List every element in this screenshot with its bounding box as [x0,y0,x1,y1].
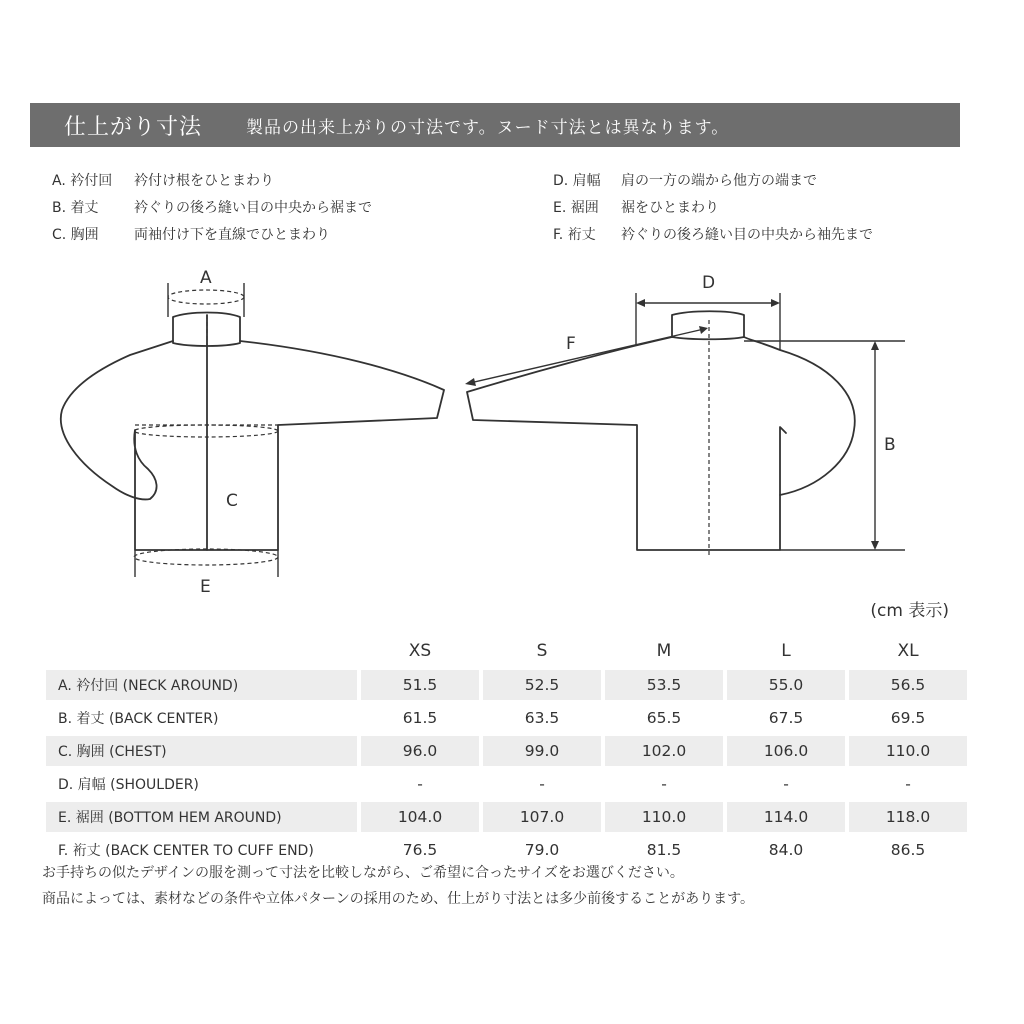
definition-text: 衿ぐりの後ろ縫い目の中央から裾まで [134,200,372,216]
table-row [46,802,967,832]
label-e: E [200,577,211,597]
back-view [467,311,855,550]
section-header [30,103,960,147]
row-label: D. 肩幅 (SHOULDER) [58,777,199,793]
size-header-s: S [536,641,548,661]
definition-text: 衿ぐりの後ろ縫い目の中央から袖先まで [621,227,873,243]
section-title: 仕上がり寸法 [64,114,203,140]
definition-key: C. 胸囲 [52,227,99,243]
sleeve-arrow-end [465,378,476,386]
table-cell: 51.5 [361,670,479,700]
unit-note: (cm 表示) [870,601,949,621]
label-a: A [200,268,212,288]
back-sleeve-seam [780,427,786,495]
size-table [42,632,971,868]
definition-f [553,222,873,249]
sleeve-arrow-start [699,326,708,334]
definition-key: B. 着丈 [52,200,99,216]
table-cell: 63.5 [524,709,560,727]
definition-a [52,168,372,195]
size-header-row [46,635,967,667]
size-header-xl: XL [897,641,919,661]
front-view [61,313,444,551]
definition-key: E. 裾囲 [553,200,599,216]
shoulder-arrow-right [771,299,780,307]
label-b: B [884,435,896,455]
table-cell: - [905,775,911,793]
table-cell: - [661,775,667,793]
table-cell: 110.0 [605,802,723,832]
table-cell: 106.0 [727,736,845,766]
table-cell: - [783,775,789,793]
table-cell: 118.0 [849,802,967,832]
size-header-blank [46,635,357,667]
table-cell: 99.0 [483,736,601,766]
section-subtitle: 製品の出来上がりの寸法です。ヌード寸法とは異なります。 [246,117,730,138]
row-label: A. 衿付回 (NECK AROUND) [46,670,357,700]
table-cell: - [417,775,423,793]
table-cell: 79.0 [524,841,560,859]
hem-measure [134,549,278,565]
table-cell: 114.0 [727,802,845,832]
footnote-2: 商品によっては、素材などの条件や立体パターンの採用のため、仕上がり寸法とは多少前後することがあります。 [42,891,755,907]
definition-key: D. 肩幅 [553,173,601,189]
definitions-left [52,168,372,249]
table-cell: 102.0 [605,736,723,766]
footnotes [42,860,754,912]
label-f: F [566,334,576,354]
chest-measure [134,425,278,437]
table-cell: 55.0 [727,670,845,700]
back-collar [672,311,744,337]
length-arrow-bottom [871,541,879,550]
table-cell: 104.0 [361,802,479,832]
table-cell: 61.5 [402,709,438,727]
table-cell: 65.5 [646,709,682,727]
table-cell: 56.5 [849,670,967,700]
table-cell: 53.5 [605,670,723,700]
table-cell: 52.5 [483,670,601,700]
table-row [46,769,967,799]
table-cell: 96.0 [361,736,479,766]
definition-key: F. 裄丈 [553,227,596,243]
table-cell: 107.0 [483,802,601,832]
table-cell: 76.5 [402,841,438,859]
definition-text: 衿付け根をひとまわり [134,173,274,189]
row-label: E. 裾囲 (BOTTOM HEM AROUND) [46,802,357,832]
shoulder-arrow-left [636,299,645,307]
size-header-m: M [656,641,672,661]
label-d: D [702,273,716,293]
definition-text: 肩の一方の端から他方の端まで [621,173,817,189]
back-body-outline [467,337,855,550]
definitions-right [553,168,873,249]
table-row [46,670,967,700]
table-row [46,736,967,766]
table-cell: 69.5 [890,709,926,727]
table-cell: 81.5 [646,841,682,859]
table-cell: 110.0 [849,736,967,766]
neck-around-measure [168,290,244,304]
label-c: C [226,491,238,511]
table-cell: 67.5 [768,709,804,727]
definition-text: 裾をひとまわり [621,200,719,216]
front-body-outline [61,341,444,550]
row-label: C. 胸囲 (CHEST) [46,736,357,766]
length-arrow-top [871,341,879,350]
definition-c [52,222,372,249]
garment-diagram [0,255,1024,600]
table-cell: 84.0 [768,841,804,859]
table-row [46,703,967,733]
row-label: F. 裄丈 (BACK CENTER TO CUFF END) [58,843,314,859]
size-header-l: L [781,641,791,661]
table-cell: 86.5 [890,841,926,859]
size-header-xs: XS [408,641,432,661]
row-label: B. 着丈 (BACK CENTER) [58,711,219,727]
table-cell: - [539,775,545,793]
definition-e [553,195,873,222]
definition-text: 両袖付け下を直線でひとまわり [134,227,330,243]
sleeve-measure-line [470,329,704,383]
footnote-1: お手持ちの似たデザインの服を測って寸法を比較しながら、ご希望に合ったサイズをお選びください。 [42,865,684,881]
definition-key: A. 衿付回 [52,173,113,189]
definition-b [52,195,372,222]
definition-d [553,168,873,195]
